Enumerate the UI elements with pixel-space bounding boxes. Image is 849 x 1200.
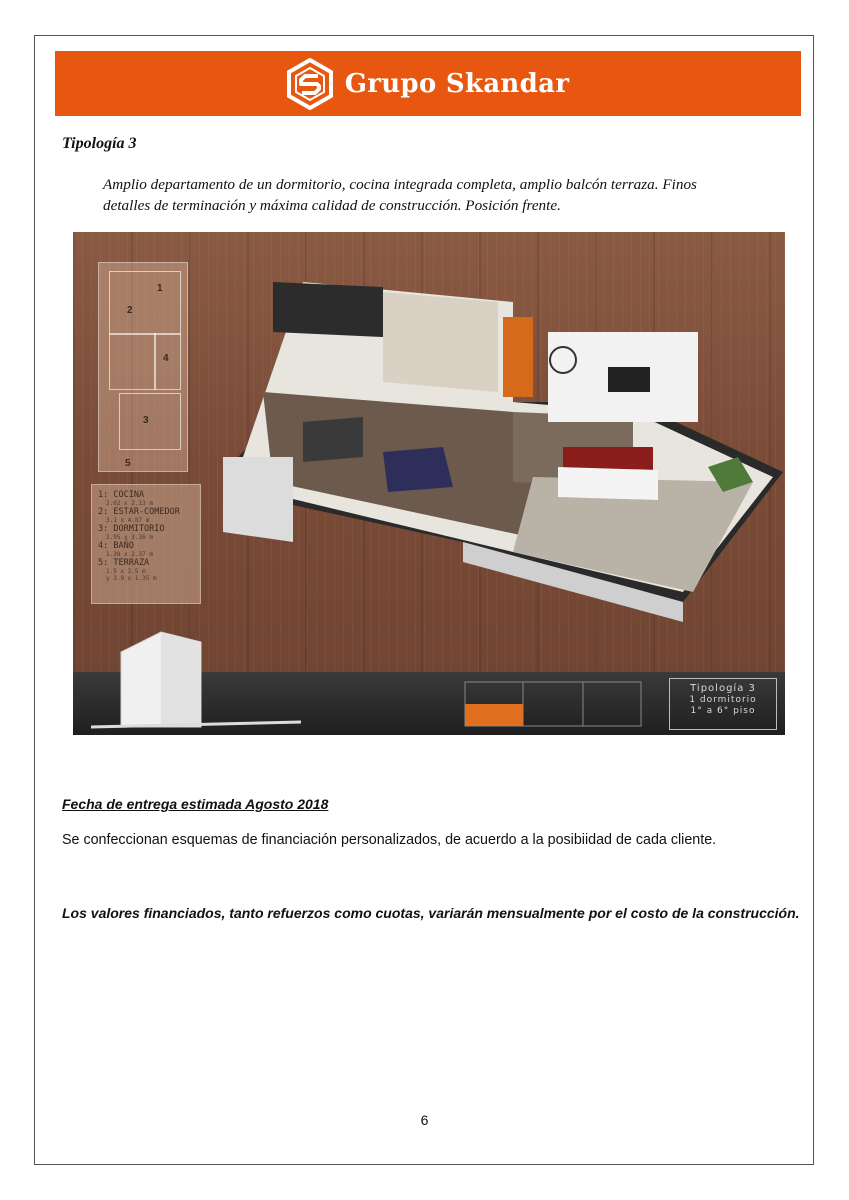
legend-dims: y 3.9 x 1.35 m [106,575,157,582]
building-sketch [91,627,301,735]
legend-dims: 1.38 x 2.37 m [106,551,153,558]
floorplan-render-image [73,232,785,735]
mini-plan-number: 5 [125,458,131,469]
intro-line-2: detalles de terminación y máxima calidad de construcción. Posición frente. [103,197,561,214]
legend-item: 3: DORMITORIO [98,524,165,534]
mini-plan-number: 3 [143,415,149,426]
legend-item: 5: TERRAZA [98,558,150,568]
legend-item: 1: COCINA [98,490,145,500]
legend-dims: 2.95 x 3.36 m [106,534,153,541]
mini-plan-number: 2 [127,305,133,316]
skandar-s-hexagon-logo-icon [287,58,333,110]
page-number: 6 [420,1112,429,1128]
legend-item: 4: BAÑO [98,541,134,551]
tipologia-line-3: 1° a 6° piso [690,706,756,716]
financing-paragraph: Se confeccionan esquemas de financiación personalizados, de acuerdo a la posibiidad de cada cliente. [62,832,717,848]
legend-item: 2: ESTAR-COMEDOR [98,507,180,517]
key-plan [463,678,643,730]
isometric-apartment-render [213,242,783,662]
mini-plan-number: 4 [163,353,169,364]
delivery-date: Fecha de entrega estimada Agosto 2018 [62,796,329,812]
legend-dims: 1.5 x 2.5 m [106,568,146,575]
brand-name: Grupo Skandar [344,68,570,99]
mini-plan-number: 1 [157,283,163,294]
intro-line-1: Amplio departamento de un dormitorio, cocina integrada completa, amplio balcón terraza. Finos [103,176,697,193]
room-legend [91,484,201,604]
header-banner [55,51,801,116]
intro-paragraph [103,174,793,216]
legend-dims: 2.02 x 2.13 m [106,500,153,507]
legend-dims: 3.1 x 4.87 m [106,517,150,524]
tipologia-label-box [669,678,777,730]
values-notice: Los valores financiados, tanto refuerzos como cuotas, variarán mensualmente por el costo de la construcción. [62,905,800,921]
tipologia-line-2: 1 dormitorio [689,695,757,705]
tipologia-heading: Tipología 3 [62,135,137,152]
mini-floorplan [98,262,188,472]
tipologia-line-1: Tipología 3 [690,683,756,694]
